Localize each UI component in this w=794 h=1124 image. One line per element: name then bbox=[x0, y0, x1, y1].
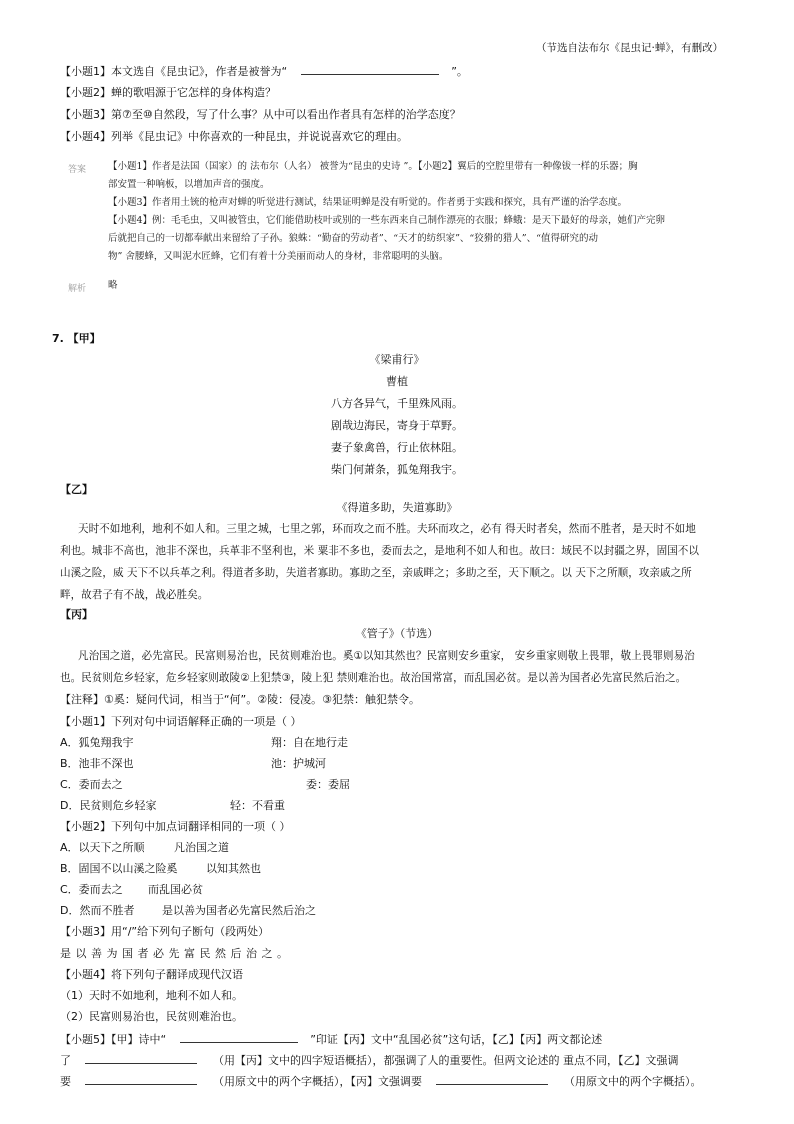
q7-sub4-item: （1）天时不如地利，地利不如人和。 bbox=[60, 989, 243, 1002]
q6-sub1-text: 【小题1】本文选自《昆虫记》，作者是被誉为“ bbox=[60, 65, 288, 78]
answer-line: 部安置一种响板，以增加声音的强度。 bbox=[108, 179, 270, 190]
option-text: D．民贫则危乡轻家 bbox=[60, 799, 157, 812]
option-text: C．委而去之 bbox=[60, 778, 123, 791]
q7-sub2-stem: 【小题2】下列句中加点词翻译相同的一项（ ） bbox=[60, 820, 291, 833]
q7-sub2-option-d[interactable] bbox=[60, 903, 134, 919]
q7-sub1-option-c[interactable] bbox=[60, 777, 123, 793]
yi-title: 《得道多助，失道寡助》 bbox=[336, 501, 458, 514]
q7-sub3-stem: 【小题3】用“/”给下列句子断句（段两处） bbox=[60, 925, 270, 938]
q7-sub2-option-c[interactable] bbox=[60, 882, 123, 898]
q7-sub2-option-d-compare: 是以善为国者必先富民然后治之 bbox=[162, 904, 316, 917]
option-text: B．固国不以山溪之险奚 bbox=[60, 862, 178, 875]
annotation-notes: 【注释】①奚：疑问代词，相当于“何”。②陵：侵凌。③犯禁：触犯禁令。 bbox=[60, 693, 420, 706]
bing-tag: 【丙】 bbox=[60, 608, 93, 621]
answer-line: 后就把自己的一切都奉献出来留给了子孙。狼蛛：“勤奋的劳动者”、“天才的纺织家”、“狡猾的猎人”、“值得研究的动 bbox=[108, 233, 598, 244]
poem-line: 剧哉边海民，寄身于草野。 bbox=[331, 419, 463, 432]
poem-line: 八方各异气，千里殊风雨。 bbox=[331, 397, 463, 410]
option-text: C．委而去之 bbox=[60, 883, 123, 896]
q7-sub5-line-3 bbox=[60, 1072, 702, 1090]
q7-sub1-option-a-gloss: 翔：自在地行走 bbox=[271, 736, 348, 749]
answer-line: 【小题3】作者用土铳的枪声对蝉的听觉进行测试，结果证明蝉是没有听觉的。作者勇于实践和探究，具有严谨的治学态度。 bbox=[108, 197, 628, 208]
poem-line: 妻子象禽兽，行止依林阻。 bbox=[331, 441, 463, 454]
q7-sub1-option-c-gloss: 委：委屈 bbox=[306, 778, 350, 791]
yi-paragraph-line: 山溪之险，威 天下不以兵革之利。得道者多助，失道者寡助。寡助之至，亲戚畔之；多助之至，天下顺之。以 天下之所顺，攻亲戚之所 bbox=[60, 567, 692, 579]
yi-paragraph-line: 畔，故君子有不战，战必胜矣。 bbox=[60, 589, 209, 601]
q6-subquestion-3: 【小题3】第⑦至⑩自然段，写了什么事？从中可以看出作者具有怎样的治学态度？ bbox=[60, 108, 461, 121]
q7-sub5-text: 了 bbox=[60, 1054, 71, 1067]
bing-paragraph-line: 凡治国之道，必先富民。民富则易治也，民贫则难治也。奚①以知其然也？民富则安乡重家， 安乡重家则敬上畏罪，敬上畏罪则易治 bbox=[78, 650, 695, 662]
q6-subquestion-4: 【小题4】列举《昆虫记》中你喜欢的一种昆虫，并说说喜欢它的理由。 bbox=[60, 130, 408, 143]
answer-blank[interactable] bbox=[85, 1072, 197, 1085]
q7-sub4-stem: 【小题4】将下列句子翻译成现代汉语 bbox=[60, 968, 243, 981]
q7-sub2-option-b[interactable] bbox=[60, 861, 178, 877]
yi-paragraph-line: 天时不如地利，地利不如人和。三里之城，七里之郭，环而攻之而不胜。夫环而攻之，必有 得天时者矣，然而不胜者，是天时不如地 bbox=[78, 523, 696, 535]
answer-blank[interactable] bbox=[436, 1072, 548, 1085]
q7-sub2-option-a[interactable] bbox=[60, 840, 145, 856]
answer-line: 【小题1】作者是法国（国家）的 法布尔（人名） 被誉为“昆虫的史诗 ”。【小题2】翼后的空腔里带有一种像钹一样的乐器；胸 bbox=[108, 161, 638, 172]
q7-sub5-text: ”印证【丙】文中“乱国必贫”这句话，【乙】【丙】两文都论述 bbox=[310, 1033, 603, 1046]
q7-sub3-sentence[interactable]: 是 以 善 为 国 者 必 先 富 民 然 后 治 之 。 bbox=[60, 947, 289, 960]
analysis-text: 略 bbox=[108, 280, 118, 291]
poem-line: 柴门何萧条，狐兔翔我宇。 bbox=[331, 463, 463, 476]
q6-sub1-end: ”。 bbox=[451, 65, 468, 78]
q7-sub5-text: （用原文中的两个字概括），【丙】文强调要 bbox=[213, 1075, 422, 1088]
option-text: A．狐兔翔我宇 bbox=[60, 736, 134, 749]
answer-blank[interactable] bbox=[301, 62, 439, 75]
q7-sub5-text: 要 bbox=[60, 1075, 71, 1088]
answer-label: 答案 bbox=[68, 165, 87, 175]
q7-heading: 7. 【甲】 bbox=[52, 332, 101, 345]
q7-sub1-option-a[interactable] bbox=[60, 735, 134, 751]
option-text: A．以天下之所顺 bbox=[60, 841, 145, 854]
q7-sub2-option-b-compare: 以知其然也 bbox=[206, 862, 261, 875]
answer-line: 【小题4】例：毛毛虫，又叫被管虫，它们能借助枝叶或别的一些东西来自己制作漂亮的衣服；蜂蛾：是天下最好的母亲，她们产完卵 bbox=[108, 215, 666, 226]
answer-line: 物” 舍腰蜂，又叫泥水匠蜂，它们有着十分美丽而动人的身材，非常聪明的头脑。 bbox=[108, 251, 449, 262]
q7-sub4-item: （2）民富则易治也，民贫则难治也。 bbox=[60, 1010, 243, 1023]
q7-sub2-option-a-compare: 凡治国之道 bbox=[174, 841, 229, 854]
q7-sub1-option-d-gloss: 轻：不看重 bbox=[230, 799, 285, 812]
q7-sub2-option-c-compare: 而乱国必贫 bbox=[148, 883, 203, 896]
q6-subquestion-1 bbox=[60, 62, 468, 80]
bing-paragraph-line: 也。民贫则危乡轻家，危乡轻家则敢陵②上犯禁③，陵上犯 禁则难治也。故治国常富，而乱国必贫。是以善为国者必先富民然后治之。 bbox=[60, 672, 687, 684]
poem-title: 《梁甫行》 bbox=[369, 353, 425, 366]
analysis-label: 解析 bbox=[68, 284, 87, 294]
q7-sub1-option-b[interactable] bbox=[60, 756, 134, 772]
option-text: D．然而不胜者 bbox=[60, 904, 135, 917]
poem-author: 曹植 bbox=[386, 375, 408, 388]
answer-blank[interactable] bbox=[85, 1051, 197, 1064]
answer-blank[interactable] bbox=[180, 1030, 298, 1043]
q7-sub1-option-d[interactable] bbox=[60, 798, 156, 814]
source-note: （节选自法布尔《昆虫记·蝉》，有删改） bbox=[536, 42, 724, 54]
q7-sub1-stem: 【小题1】下列对句中词语解释正确的一项是（ ） bbox=[60, 715, 302, 728]
q7-sub5-text: 【小题5】【甲】诗中“ bbox=[60, 1033, 167, 1046]
bing-title: 《管子》（节选） bbox=[355, 627, 439, 640]
q7-sub1-option-b-gloss: 池：护城河 bbox=[271, 757, 326, 770]
q7-sub5-text: （用原文中的两个字概括）。 bbox=[564, 1075, 702, 1088]
q7-sub5-line-2 bbox=[60, 1051, 679, 1069]
q7-sub5-text: （用【丙】文中的四字短语概括），都强调了人的重要性。但两文论述的 重点不同，【乙】文强调 bbox=[213, 1054, 679, 1067]
yi-paragraph-line: 利也。城非不高也，池非不深也，兵革非不坚利也，米 粟非不多也，委而去之，是地利不如人和也。故曰：域民不以封疆之界，固国不以 bbox=[60, 545, 699, 557]
q6-subquestion-2: 【小题2】蝉的歌唱源于它怎样的身体构造？ bbox=[60, 86, 276, 99]
q7-sub5-line-1 bbox=[60, 1030, 602, 1048]
option-text: B．池非不深也 bbox=[60, 757, 134, 770]
yi-tag: 【乙】 bbox=[60, 483, 93, 496]
